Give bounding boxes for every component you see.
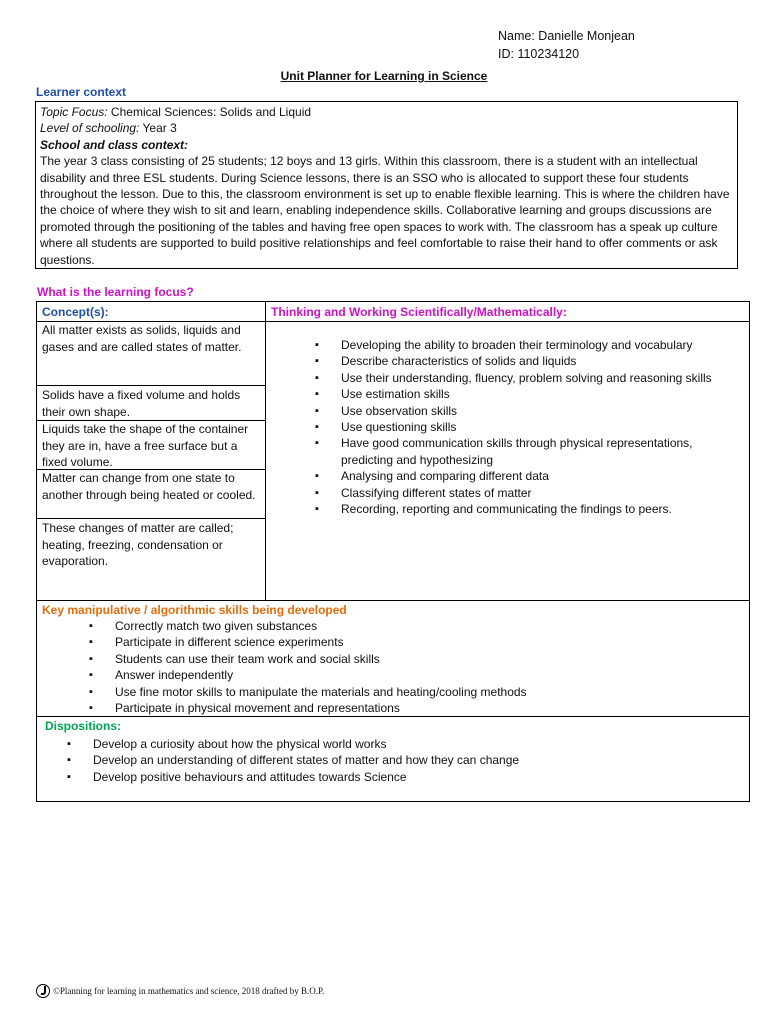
skills-divider xyxy=(37,600,749,601)
key-skills-list xyxy=(89,618,729,716)
thinking-item: ▪ Use questioning skills xyxy=(315,419,740,435)
concept-item: Solids have a fixed volume and holds their own shape. xyxy=(42,388,241,419)
thinking-item: ▪ Use observation skills xyxy=(315,403,740,419)
footer-text: ©Planning for learning in mathematics and science, 2018 drafted by B.O.P. xyxy=(53,986,325,996)
thinking-list xyxy=(315,337,740,517)
student-name: Name: Danielle Monjean xyxy=(498,29,635,43)
learning-focus-label: What is the learning focus? xyxy=(37,285,194,299)
concepts-header: Concept(s): xyxy=(42,305,109,319)
key-skill-item: ▪ Use fine motor skills to manipulate the materials and heating/cooling methods xyxy=(89,684,729,700)
logo-icon xyxy=(36,984,50,998)
class-description: The year 3 class consisting of 25 students; 12 boys and 13 girls. Within this classroom, there is a student with an intellectual disability and three ESL students. During Science lessons, there is an SSO who is allocated to support these four students throughout the lesson. Due to this, the classroom environment is set up to enable flexible learning. This is where the children have the choice of where they wish to sit and learn, enabling independence skills. Collaborative learning and groups discussions are promoted through the positioning of the tables and having free open spaces to work with. The classroom has a speak up culture where all students are supported to build positive relationships and feel comfortable to raise their hand to offer comments or ask questions. xyxy=(40,154,730,267)
key-skill-item: ▪ Participate in different science experiments xyxy=(89,634,729,650)
footer xyxy=(36,984,324,998)
thinking-item: ▪ Analysing and comparing different data xyxy=(315,468,740,484)
thinking-item: ▪ Recording, reporting and communicating the findings to peers. xyxy=(315,501,740,517)
disposition-item: ▪ Develop a curiosity about how the physical world works xyxy=(67,736,727,752)
thinking-item: ▪ Describe characteristics of solids and liquids xyxy=(315,353,740,369)
disposition-item: ▪ Develop positive behaviours and attitudes towards Science xyxy=(67,769,727,785)
school-context-label: School and class context: xyxy=(40,137,189,152)
level-value: Year 3 xyxy=(139,121,177,136)
dispositions-header: Dispositions: xyxy=(45,719,122,733)
page-title: Unit Planner for Learning in Science xyxy=(280,69,488,83)
thinking-item: ▪ Use their understanding, fluency, problem solving and reasoning skills xyxy=(315,370,740,386)
key-skill-item: ▪ Participate in physical movement and representations xyxy=(89,700,729,716)
concept-item: These changes of matter are called; heating, freezing, condensation or evaporation. xyxy=(42,521,234,568)
concept-item: Liquids take the shape of the container they are in, have a free surface but a fixed volume. xyxy=(42,422,249,469)
concept-divider xyxy=(37,518,265,519)
disposition-item: ▪ Develop an understanding of different states of matter and how they can change xyxy=(67,752,727,768)
dispositions-list xyxy=(67,736,727,785)
student-id: ID: 110234120 xyxy=(498,47,580,61)
topic-label: Topic Focus: xyxy=(40,105,108,119)
level-line xyxy=(40,120,733,136)
thinking-item: ▪ Use estimation skills xyxy=(315,386,740,402)
key-skills-header: Key manipulative / algorithmic skills being developed xyxy=(42,603,347,617)
thinking-header: Thinking and Working Scientifically/Mathematically: xyxy=(271,305,567,319)
thinking-item: ▪ Classifying different states of matter xyxy=(315,485,740,501)
thinking-item: ▪ Developing the ability to broaden their terminology and vocabulary xyxy=(315,337,740,353)
concept-divider xyxy=(37,385,265,386)
column-divider xyxy=(265,302,266,600)
thinking-item: ▪ Have good communication skills through physical representations, predicting and hypothesizing xyxy=(315,435,740,468)
key-skill-item: ▪ Correctly match two given substances xyxy=(89,618,729,634)
learner-context-box xyxy=(35,101,738,269)
topic-line xyxy=(40,104,733,120)
key-skill-item: ▪ Answer independently xyxy=(89,667,729,683)
level-label: Level of schooling: xyxy=(40,121,140,136)
learner-context-label: Learner context xyxy=(36,85,127,99)
key-skill-item: ▪ Students can use their team work and social skills xyxy=(89,651,729,667)
topic-value: Chemical Sciences: Solids and Liquid xyxy=(107,105,312,119)
learning-focus-table xyxy=(36,301,750,802)
concept-item: All matter exists as solids, liquids and gases and are called states of matter. xyxy=(42,323,242,354)
concept-item: Matter can change from one state to another through being heated or cooled. xyxy=(42,471,256,502)
